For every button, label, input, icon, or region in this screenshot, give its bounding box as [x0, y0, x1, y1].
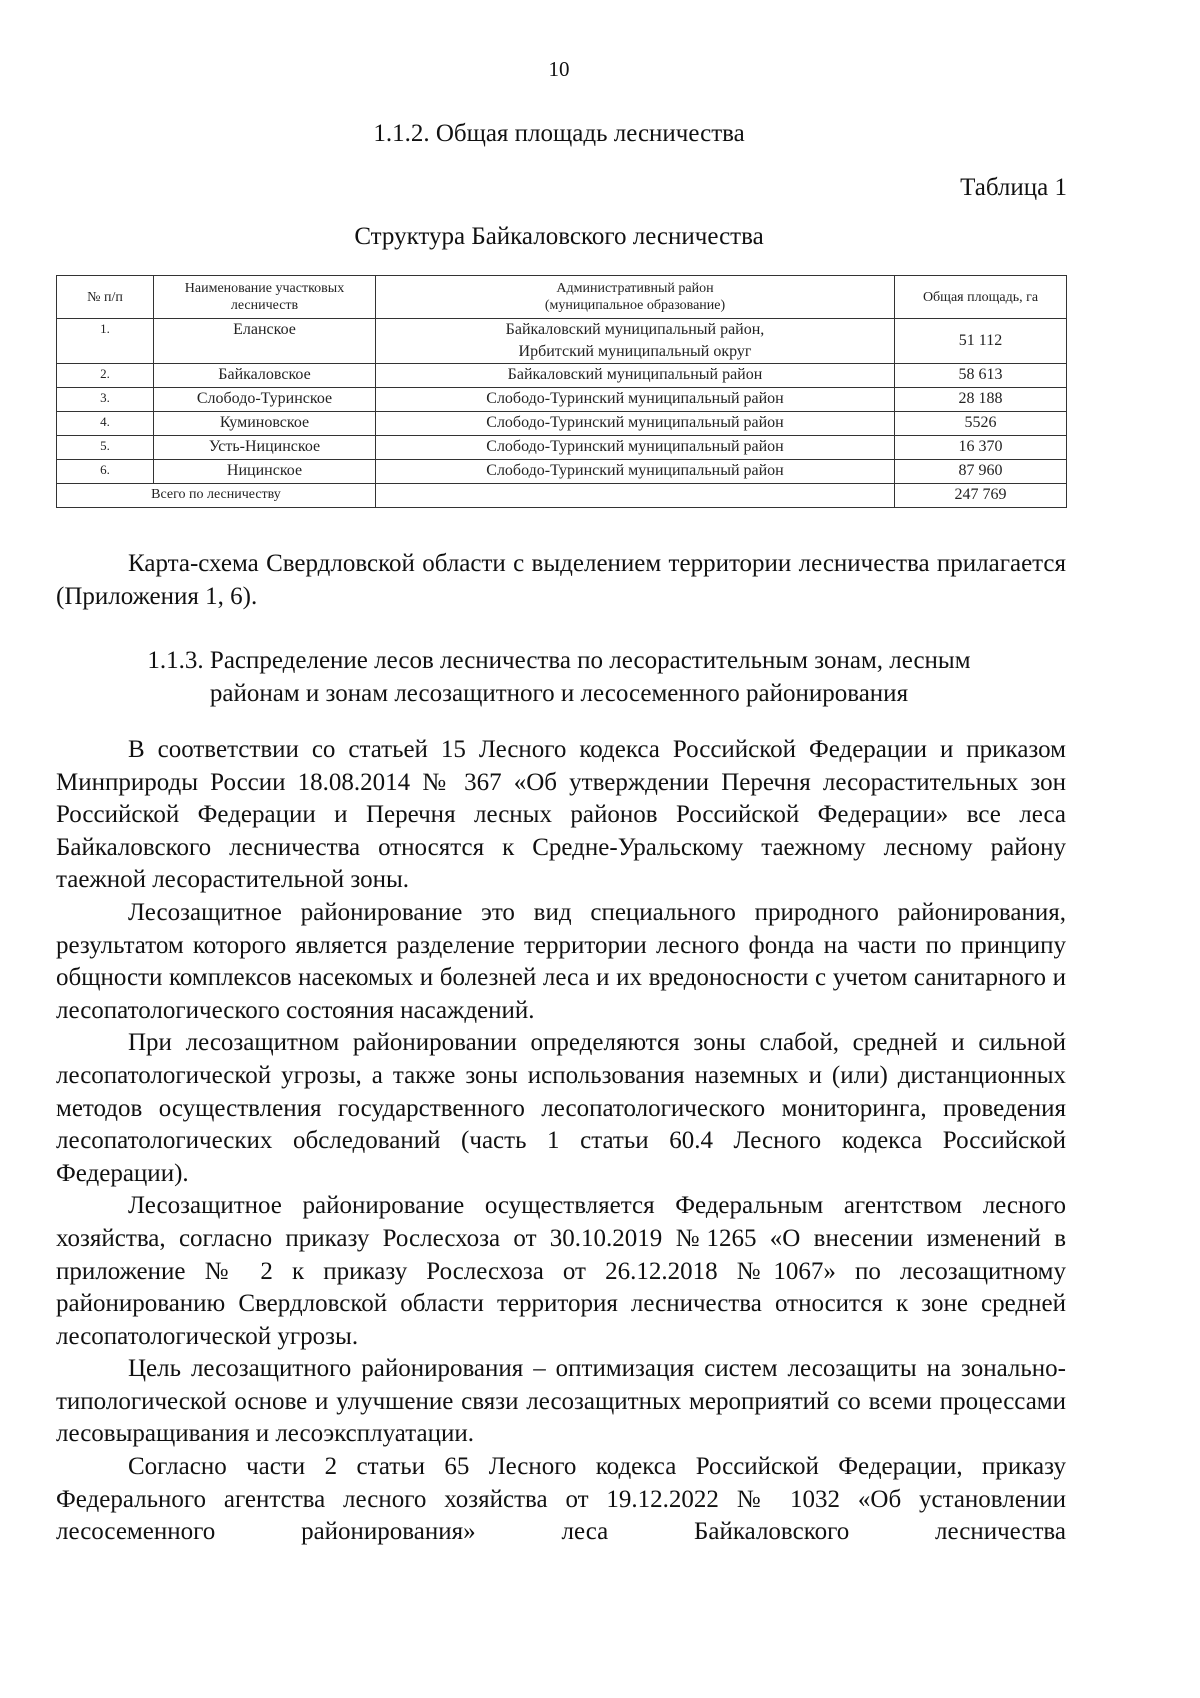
body-paragraph: В соответствии со статьей 15 Лесного кодекса Российской Федерации и приказом Минприроды России 18.08.2014 № 367 «Об утверждении Перечня лесорастительных зон Российской Федерации и Перечня лесных районов Российской Федерации» все леса Байкаловского лесничества относятся к Средне-Уральскому таежному лесному району таежной лесорастительной зоны. [56, 736, 1066, 894]
total-empty-cell [376, 484, 895, 508]
header-area: Общая площадь, га [895, 276, 1067, 319]
cell-district-line2: Ирбитский муниципальный округ [518, 343, 752, 360]
map-note-paragraph: Карта-схема Свердловской области с выделением территории лесничества прилагается (Приложения 1, 6). [56, 550, 1066, 610]
header-district [376, 276, 895, 319]
body-paragraph: Лесозащитное районирование это вид специального природного районирования, результатом которого является разделение территории лесного фонда на части по принципу общности комплексов насекомых и болезней леса и их вредоносности с учетом санитарного и лесопатологического состояния насаждений. [56, 898, 1066, 1024]
cell-district: Слободо-Туринский муниципальный район [376, 460, 895, 484]
cell-num: 3. [57, 388, 154, 412]
body-paragraph: Цель лесозащитного районирования – оптимизация систем лесозащиты на зонально-типологической основе и улучшение связи лесозащитных мероприятий со всеми процессами лесовыращивания и лесоэксплуатации. [56, 1355, 1066, 1448]
cell-name: Куминовское [154, 412, 376, 436]
section-heading-1-1-3-line2: районам и зонам лесозащитного и лесосеменного районирования [209, 680, 909, 707]
cell-num: 2. [57, 364, 154, 388]
table-header-row [57, 276, 1067, 319]
header-name: Наименование участковых лесничеств [154, 276, 376, 319]
total-label: Всего по лесничеству [57, 484, 376, 508]
header-num: № п/п [57, 276, 154, 319]
cell-district: Слободо-Туринский муниципальный район [376, 388, 895, 412]
table-row [57, 460, 1067, 484]
body-paragraph: Согласно части 2 статьи 65 Лесного кодекса Российской Федерации, приказу Федерального агентства лесного хозяйства от 19.12.2022 № 1032 «Об установлении лесосеменного районирования» леса Байкаловского лесничества [56, 1453, 1066, 1546]
cell-name: Еланское [154, 319, 376, 364]
cell-name: Ницинское [154, 460, 376, 484]
table-total-row [57, 484, 1067, 508]
total-area: 247 769 [895, 484, 1067, 508]
table-row [57, 319, 1067, 364]
forestry-structure-table [56, 275, 1067, 508]
table-title: Структура Байкаловского лесничества [354, 223, 764, 250]
cell-district-line1: Байкаловский муниципальный район, [505, 321, 765, 338]
table-label: Таблица 1 [960, 174, 1067, 201]
body-text [0, 734, 1200, 1549]
table-row [57, 412, 1067, 436]
cell-name: Байкаловское [154, 364, 376, 388]
cell-num: 1. [57, 319, 154, 364]
section-heading-1-1-3-line1: 1.1.3. Распределение лесов лесничества по лесорастительным зонам, лесным [147, 647, 971, 674]
cell-area: 28 188 [895, 388, 1067, 412]
cell-area: 87 960 [895, 460, 1067, 484]
cell-area: 16 370 [895, 436, 1067, 460]
cell-num: 4. [57, 412, 154, 436]
cell-num: 5. [57, 436, 154, 460]
header-district-line2: (муниципальное образование) [544, 298, 726, 313]
cell-district [376, 319, 895, 364]
body-paragraph: Лесозащитное районирование осуществляется Федеральным агентством лесного хозяйства, согласно приказу Рослесхоза от 30.10.2019 №1265 «О внесении изменений в приложение № 2 к приказу Рослесхоза от 26.12.2018 №1067» по лесозащитному районированию Свердловской области территория лесничества относится к зоне средней лесопатологической угрозы. [56, 1192, 1066, 1350]
cell-area: 5526 [895, 412, 1067, 436]
cell-area: 51 112 [895, 319, 1067, 364]
table-row [57, 364, 1067, 388]
cell-name: Усть-Ницинское [154, 436, 376, 460]
cell-district: Слободо-Туринский муниципальный район [376, 412, 895, 436]
cell-area: 58 613 [895, 364, 1067, 388]
table-row [57, 436, 1067, 460]
cell-district: Байкаловский муниципальный район [376, 364, 895, 388]
cell-num: 6. [57, 460, 154, 484]
header-district-line1: Административный район [556, 281, 714, 296]
section-heading-1-1-2: 1.1.2. Общая площадь лесничества [373, 120, 745, 147]
cell-district: Слободо-Туринский муниципальный район [376, 436, 895, 460]
page-number: 10 [548, 57, 570, 81]
table-row [57, 388, 1067, 412]
body-paragraph: При лесозащитном районировании определяются зоны слабой, средней и сильной лесопатологической угрозы, а также зоны использования наземных и (или) дистанционных методов осуществления государственного лесопатологического мониторинга, проведения лесопатологических обследований (часть 1 статьи 60.4 Лесного кодекса Российской Федерации). [56, 1029, 1066, 1187]
cell-name: Слободо-Туринское [154, 388, 376, 412]
